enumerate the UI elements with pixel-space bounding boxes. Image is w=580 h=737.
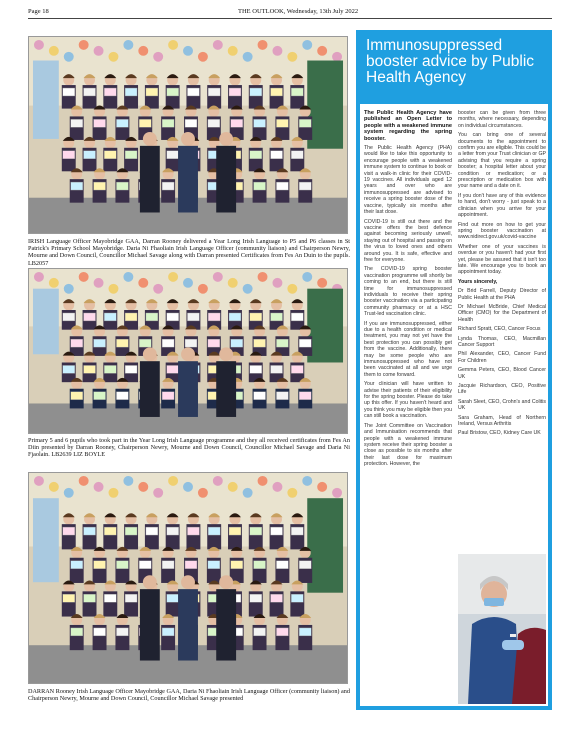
page-header [28,6,552,18]
article-paragraph: COVID-19 is still out there and the vaccine offers the best defence against becoming seriously unwell, staying out of hospital and passing on the virus to loved ones and others around you. It is safe, effective and free for everyone. [364,218,452,263]
article-paragraph: The Public Health Agency (PHA) would like to take this opportunity to encourage people with a weakened immune system to continue to book or visit a walk-in clinic for their COVID-19 vaccines. All individuals aged 12 years and over who are immunosuppressed are advised to receive a spring booster dose of the vaccine, typically six months after their last dose. [364,145,452,216]
header-rule [28,18,552,19]
article-column-1 [364,110,452,471]
article-paragraph: booster can be given from three months, where necessary, depending on individual circumstances. [458,110,546,129]
class-photo-2 [28,268,348,434]
article-paragraph: Your clinician will have written to advise their patients of their eligibility for the spring booster. Please do take up this offer. If you haven't heard and you think you may be eligible then you can still book a vaccination. [364,381,452,420]
page-number: Page 18 [28,8,49,15]
article-paragraph: Dr Brid Farrell, Deputy Director of Public Health at the PHA [458,288,546,301]
article-paragraph: Whether one of your vaccines is overdue or you haven't had your first yet, please be assured that it isn't too late. We encourage you to book an appointment today. [458,243,546,276]
photo-caption-2: Primary 5 and 6 pupils who took part in the Year Long Irish Language programme and they all received certificates from Fes An Diin presented by Darran Rooney, Chairperson Newry, Mourne and Down Council, Councillor Michael Savage and Daria Ni Fjaolain. LB2639 LIZ BOYLE [28,437,350,459]
article-paragraph: Yours sincerely, [458,278,498,285]
article-paragraph: The Public Health Agency have published an Open Letter to people with a weakened immune system regarding the spring booster. [364,110,452,142]
article-paragraph: Richard Spratt, CEO, Cancer Focus [458,326,541,333]
article-paragraph: Paul Bristow, CEO, Kidney Care UK [458,430,541,437]
article-paragraph: Dr Michael McBride, Chief Medical Officer (CMO) for the Department of Health [458,303,546,323]
class-photo-1 [28,36,348,234]
photo-caption-3: DARRAN Rooney Irish Language Officer Mayobridge GAA, Daria Ni Fhaoliain Irish Language Officer (community liaison) and Chairperson Newry, Mourne and Down Council, Councillor Michael Savage presented [28,688,350,703]
article-paragraph: Gemma Peters, CEO, Blood Cancer UK [458,367,546,380]
masthead: THE OUTLOOK, Wednesday, 13th July 2022 [238,8,359,15]
article-paragraph: If you don't have any of this evidence to hand, don't worry - just speak to a clinician when you arrive for your appointment. [458,192,546,219]
article-paragraph: Phil Alexander, CEO, Cancer Fund For Children [458,351,546,364]
article-paragraph: The Joint Committee on Vaccination and Immunisation recommends that people with a weakened immune system receive their spring booster a close as possible to six months after their last dose for maximum protection. However, the [364,422,452,468]
article-headline: Immunosuppressed booster advice by Public Health Agency [360,34,548,104]
article-paragraph: Sarah Sleet, CEO, Crohn's and Colitis UK [458,398,546,412]
article-paragraph: If you are immunosuppressed, either due to a health condition or medical treatment, you may not yet have the best protection you can possibly get from the vaccine. Additionally, there may be some people who are immunosuppressed who have not been vaccinated at all and we urge them to come forward. [364,320,452,378]
class-photo-3 [28,472,348,684]
article-paragraph: You can bring one of several documents to the appointment to confirm you are eligible. This could be a letter from your Trust clinician or GP advising that you require a spring booster; a hospital letter about your condition or medication; or a prescription or medication box with your name and a date on it. [458,132,546,190]
article-paragraph: Sara Graham, Head of Northern Ireland, Versus Arthritis [458,414,546,428]
health-article-panel [356,30,552,710]
article-paragraph: The COVID-19 spring booster vaccination programme will shortly be coming to an end, but there is still time for immunosuppressed individuals to receive their spring booster vaccination via a participating community pharmacy or at a HSC Trust-led vaccination clinic. [364,266,452,318]
vaccination-photo [458,554,546,704]
article-paragraph: Lynda Thomas, CEO, Macmillan Cancer Support [458,335,546,348]
article-paragraph: Find out more on how to get your spring booster vaccination at www.nidirect.gov.uk/covid-vaccine [458,221,546,241]
photo-caption-1: IRISH Language Officer Mayobridge GAA, Darran Rooney delivered a Year Long Irish Language to P5 and P6 classes in St Patrick's Primary School Mayobridge. Daria Ni Fhaoliain Irish Language Officer (community liaison) and Chairperson Newry, Mourne and Down Council, Councillor Michael Savage along with Darran presented Certificates from Fes An Duin to the pupils. LB2057 [28,238,350,267]
article-paragraph: Jacquie Richardson, CEO, Positive Life [458,383,546,396]
article-column-2 [458,110,546,440]
